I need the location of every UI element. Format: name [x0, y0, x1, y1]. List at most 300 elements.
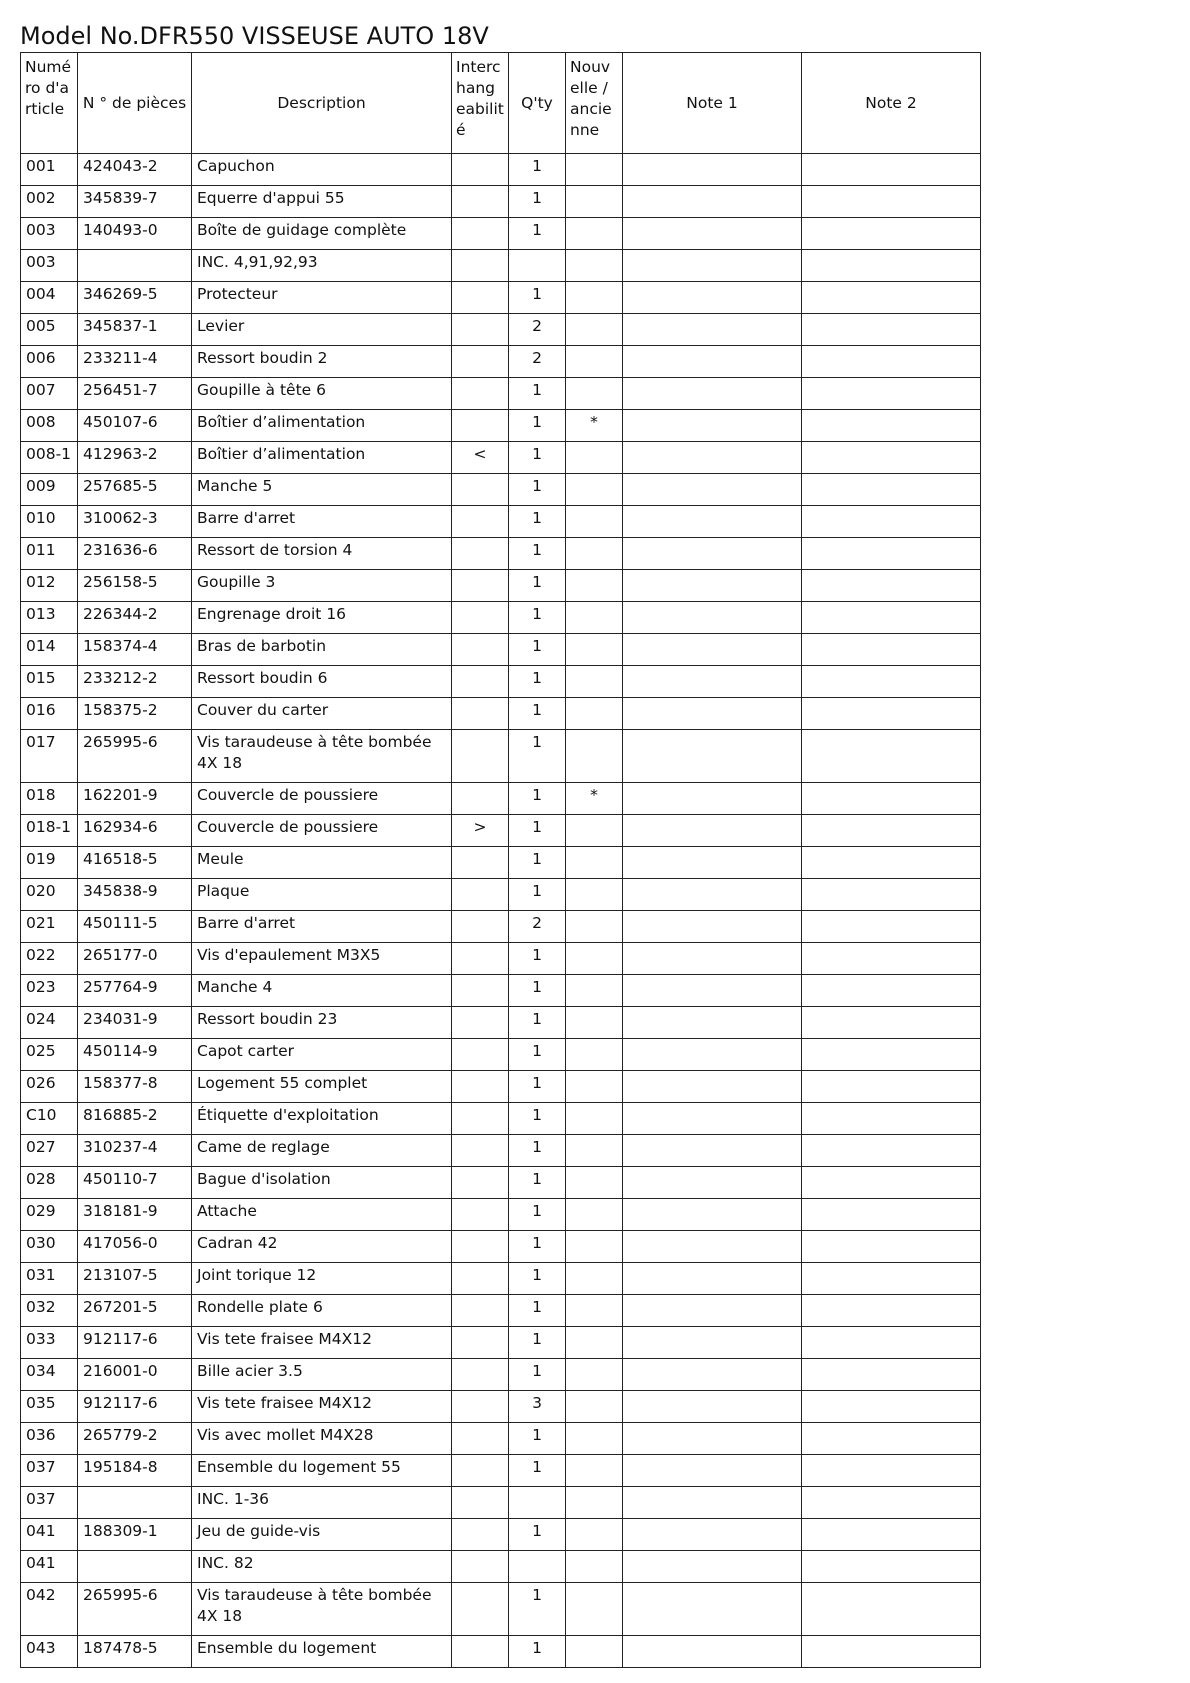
- table-row: [21, 410, 981, 442]
- cell-note2: [802, 1636, 981, 1668]
- cell-part-no: 216001-0: [78, 1359, 192, 1391]
- cell-qty: 1: [509, 570, 566, 602]
- cell-new-old: [566, 879, 623, 911]
- cell-part-no: 187478-5: [78, 1636, 192, 1668]
- cell-note2: [802, 378, 981, 410]
- cell-new-old: [566, 1071, 623, 1103]
- cell-part-no: 213107-5: [78, 1263, 192, 1295]
- cell-interchangeability: [452, 1199, 509, 1231]
- cell-note1: [623, 1007, 802, 1039]
- cell-part-no: 424043-2: [78, 154, 192, 186]
- cell-description: Cadran 42: [192, 1231, 452, 1263]
- cell-part-no: 265177-0: [78, 943, 192, 975]
- cell-new-old: [566, 1636, 623, 1668]
- cell-item-no: 017: [21, 730, 78, 783]
- cell-note2: [802, 346, 981, 378]
- table-row: [21, 1551, 981, 1583]
- cell-description: Capot carter: [192, 1039, 452, 1071]
- cell-new-old: *: [566, 410, 623, 442]
- cell-qty: 1: [509, 1583, 566, 1636]
- cell-note1: [623, 1135, 802, 1167]
- table-row: [21, 783, 981, 815]
- cell-interchangeability: [452, 218, 509, 250]
- cell-qty: 1: [509, 1636, 566, 1668]
- cell-part-no: 233212-2: [78, 666, 192, 698]
- cell-item-no: 026: [21, 1071, 78, 1103]
- header-description: Description: [192, 53, 452, 154]
- cell-interchangeability: >: [452, 815, 509, 847]
- cell-note1: [623, 410, 802, 442]
- cell-interchangeability: [452, 186, 509, 218]
- cell-item-no: 006: [21, 346, 78, 378]
- cell-new-old: [566, 634, 623, 666]
- table-row: [21, 1103, 981, 1135]
- cell-qty: 1: [509, 1519, 566, 1551]
- cell-note1: [623, 154, 802, 186]
- cell-description: Boîtier d’alimentation: [192, 410, 452, 442]
- cell-item-no: 037: [21, 1455, 78, 1487]
- cell-part-no: 231636-6: [78, 538, 192, 570]
- cell-qty: 1: [509, 506, 566, 538]
- cell-note1: [623, 1551, 802, 1583]
- cell-item-no: 021: [21, 911, 78, 943]
- cell-item-no: 005: [21, 314, 78, 346]
- cell-qty: 1: [509, 218, 566, 250]
- cell-note1: [623, 975, 802, 1007]
- cell-note2: [802, 1423, 981, 1455]
- cell-part-no: 265779-2: [78, 1423, 192, 1455]
- cell-new-old: [566, 1359, 623, 1391]
- table-row: [21, 506, 981, 538]
- cell-note1: [623, 314, 802, 346]
- cell-note2: [802, 698, 981, 730]
- cell-new-old: [566, 1199, 623, 1231]
- cell-note1: [623, 474, 802, 506]
- cell-qty: 1: [509, 1007, 566, 1039]
- cell-item-no: 029: [21, 1199, 78, 1231]
- cell-interchangeability: [452, 1071, 509, 1103]
- cell-qty: 1: [509, 1231, 566, 1263]
- cell-new-old: [566, 1487, 623, 1519]
- cell-part-no: 450110-7: [78, 1167, 192, 1199]
- cell-qty: 1: [509, 666, 566, 698]
- cell-interchangeability: [452, 730, 509, 783]
- cell-part-no: 450114-9: [78, 1039, 192, 1071]
- table-row: [21, 634, 981, 666]
- cell-qty: 1: [509, 1199, 566, 1231]
- cell-note2: [802, 879, 981, 911]
- cell-new-old: [566, 570, 623, 602]
- cell-new-old: [566, 698, 623, 730]
- cell-qty: [509, 1551, 566, 1583]
- cell-qty: 2: [509, 911, 566, 943]
- cell-description: Levier: [192, 314, 452, 346]
- cell-description: Vis avec mollet M4X28: [192, 1423, 452, 1455]
- cell-part-no: 158377-8: [78, 1071, 192, 1103]
- cell-part-no: 346269-5: [78, 282, 192, 314]
- cell-new-old: [566, 250, 623, 282]
- cell-note2: [802, 666, 981, 698]
- cell-item-no: 023: [21, 975, 78, 1007]
- cell-note2: [802, 847, 981, 879]
- cell-note1: [623, 815, 802, 847]
- cell-qty: 1: [509, 1135, 566, 1167]
- cell-item-no: 019: [21, 847, 78, 879]
- cell-note1: [623, 698, 802, 730]
- table-row: [21, 1263, 981, 1295]
- cell-note1: [623, 282, 802, 314]
- cell-new-old: [566, 1423, 623, 1455]
- cell-qty: 1: [509, 474, 566, 506]
- cell-interchangeability: [452, 474, 509, 506]
- cell-interchangeability: [452, 879, 509, 911]
- cell-interchangeability: [452, 666, 509, 698]
- cell-new-old: [566, 378, 623, 410]
- cell-note2: [802, 943, 981, 975]
- cell-item-no: 008-1: [21, 442, 78, 474]
- cell-qty: 1: [509, 1423, 566, 1455]
- cell-interchangeability: <: [452, 442, 509, 474]
- cell-interchangeability: [452, 506, 509, 538]
- table-row: [21, 975, 981, 1007]
- cell-part-no: 265995-6: [78, 1583, 192, 1636]
- cell-note1: [623, 538, 802, 570]
- cell-note2: [802, 570, 981, 602]
- cell-note2: [802, 442, 981, 474]
- cell-note2: [802, 730, 981, 783]
- cell-part-no: 162201-9: [78, 783, 192, 815]
- cell-interchangeability: [452, 943, 509, 975]
- table-row: [21, 1487, 981, 1519]
- cell-note1: [623, 1636, 802, 1668]
- cell-description: Boîte de guidage complète: [192, 218, 452, 250]
- cell-qty: 1: [509, 634, 566, 666]
- cell-new-old: [566, 666, 623, 698]
- cell-new-old: [566, 1103, 623, 1135]
- cell-new-old: [566, 943, 623, 975]
- cell-item-no: 015: [21, 666, 78, 698]
- cell-note2: [802, 1263, 981, 1295]
- cell-item-no: 037: [21, 1487, 78, 1519]
- cell-note1: [623, 783, 802, 815]
- cell-note1: [623, 634, 802, 666]
- cell-new-old: [566, 1327, 623, 1359]
- cell-description: Ressort boudin 6: [192, 666, 452, 698]
- cell-note2: [802, 911, 981, 943]
- cell-item-no: 008: [21, 410, 78, 442]
- cell-interchangeability: [452, 1039, 509, 1071]
- cell-qty: 1: [509, 1103, 566, 1135]
- cell-description: Ressort de torsion 4: [192, 538, 452, 570]
- cell-note1: [623, 943, 802, 975]
- cell-description: Bille acier 3.5: [192, 1359, 452, 1391]
- cell-new-old: [566, 218, 623, 250]
- cell-description: Protecteur: [192, 282, 452, 314]
- table-row: [21, 666, 981, 698]
- cell-note2: [802, 1231, 981, 1263]
- cell-part-no: 310062-3: [78, 506, 192, 538]
- cell-item-no: 010: [21, 506, 78, 538]
- cell-interchangeability: [452, 378, 509, 410]
- cell-note2: [802, 506, 981, 538]
- cell-new-old: [566, 1263, 623, 1295]
- cell-note2: [802, 1295, 981, 1327]
- table-row: [21, 442, 981, 474]
- cell-note2: [802, 783, 981, 815]
- cell-qty: 1: [509, 442, 566, 474]
- cell-description: Ensemble du logement 55: [192, 1455, 452, 1487]
- cell-item-no: 025: [21, 1039, 78, 1071]
- cell-part-no: 158375-2: [78, 698, 192, 730]
- table-row: [21, 1455, 981, 1487]
- cell-part-no: 912117-6: [78, 1391, 192, 1423]
- cell-note2: [802, 634, 981, 666]
- cell-note2: [802, 602, 981, 634]
- cell-description: INC. 82: [192, 1551, 452, 1583]
- table-row: [21, 378, 981, 410]
- cell-part-no: 256158-5: [78, 570, 192, 602]
- cell-note2: [802, 218, 981, 250]
- cell-interchangeability: [452, 1636, 509, 1668]
- table-row: [21, 1199, 981, 1231]
- cell-description: Attache: [192, 1199, 452, 1231]
- parts-table: [20, 52, 981, 1668]
- cell-item-no: 013: [21, 602, 78, 634]
- cell-item-no: 001: [21, 154, 78, 186]
- cell-description: Ensemble du logement: [192, 1636, 452, 1668]
- cell-interchangeability: [452, 1487, 509, 1519]
- cell-item-no: 007: [21, 378, 78, 410]
- cell-item-no: 030: [21, 1231, 78, 1263]
- header-new-old: Nouvelle / ancienne: [566, 53, 623, 154]
- cell-qty: 3: [509, 1391, 566, 1423]
- table-row: [21, 538, 981, 570]
- cell-note2: [802, 154, 981, 186]
- cell-new-old: [566, 730, 623, 783]
- cell-interchangeability: [452, 1583, 509, 1636]
- cell-part-no: 267201-5: [78, 1295, 192, 1327]
- cell-interchangeability: [452, 1263, 509, 1295]
- cell-interchangeability: [452, 154, 509, 186]
- cell-note2: [802, 1455, 981, 1487]
- cell-note2: [802, 314, 981, 346]
- cell-description: Couver du carter: [192, 698, 452, 730]
- table-row: [21, 911, 981, 943]
- cell-item-no: 012: [21, 570, 78, 602]
- cell-qty: 1: [509, 1295, 566, 1327]
- cell-part-no: 257764-9: [78, 975, 192, 1007]
- cell-interchangeability: [452, 698, 509, 730]
- cell-note1: [623, 1583, 802, 1636]
- cell-note2: [802, 1039, 981, 1071]
- cell-qty: 2: [509, 346, 566, 378]
- cell-qty: 1: [509, 943, 566, 975]
- cell-part-no: 188309-1: [78, 1519, 192, 1551]
- table-row: [21, 1583, 981, 1636]
- cell-note2: [802, 1167, 981, 1199]
- cell-interchangeability: [452, 1295, 509, 1327]
- cell-part-no: [78, 250, 192, 282]
- cell-note1: [623, 1071, 802, 1103]
- table-row: [21, 218, 981, 250]
- cell-note2: [802, 538, 981, 570]
- cell-part-no: 256451-7: [78, 378, 192, 410]
- cell-description: Vis d'epaulement M3X5: [192, 943, 452, 975]
- cell-item-no: 011: [21, 538, 78, 570]
- cell-qty: 1: [509, 1167, 566, 1199]
- cell-part-no: 195184-8: [78, 1455, 192, 1487]
- table-row: [21, 1135, 981, 1167]
- cell-new-old: [566, 1007, 623, 1039]
- table-row: [21, 847, 981, 879]
- cell-note2: [802, 815, 981, 847]
- cell-note1: [623, 186, 802, 218]
- cell-item-no: 041: [21, 1551, 78, 1583]
- cell-qty: 1: [509, 815, 566, 847]
- cell-interchangeability: [452, 570, 509, 602]
- cell-new-old: [566, 1551, 623, 1583]
- table-row: [21, 879, 981, 911]
- cell-note1: [623, 666, 802, 698]
- cell-interchangeability: [452, 1551, 509, 1583]
- table-row: [21, 1327, 981, 1359]
- cell-description: Vis taraudeuse à tête bombée 4X 18: [192, 1583, 452, 1636]
- cell-interchangeability: [452, 1423, 509, 1455]
- header-part-no: N ° de pièces: [78, 53, 192, 154]
- cell-note1: [623, 1327, 802, 1359]
- cell-new-old: [566, 186, 623, 218]
- cell-note2: [802, 1487, 981, 1519]
- cell-note2: [802, 186, 981, 218]
- cell-note2: [802, 1103, 981, 1135]
- cell-new-old: [566, 1391, 623, 1423]
- cell-description: Manche 5: [192, 474, 452, 506]
- cell-note1: [623, 218, 802, 250]
- cell-qty: 1: [509, 1327, 566, 1359]
- table-row: [21, 154, 981, 186]
- cell-new-old: [566, 506, 623, 538]
- cell-part-no: [78, 1551, 192, 1583]
- cell-item-no: 024: [21, 1007, 78, 1039]
- cell-new-old: [566, 282, 623, 314]
- cell-note1: [623, 506, 802, 538]
- table-row: [21, 1423, 981, 1455]
- cell-item-no: 031: [21, 1263, 78, 1295]
- cell-item-no: 004: [21, 282, 78, 314]
- cell-qty: 1: [509, 975, 566, 1007]
- cell-item-no: 022: [21, 943, 78, 975]
- cell-description: Couvercle de poussiere: [192, 815, 452, 847]
- table-row: [21, 943, 981, 975]
- cell-part-no: 158374-4: [78, 634, 192, 666]
- cell-interchangeability: [452, 1103, 509, 1135]
- cell-item-no: 036: [21, 1423, 78, 1455]
- cell-interchangeability: [452, 1519, 509, 1551]
- cell-new-old: [566, 602, 623, 634]
- cell-item-no: 041: [21, 1519, 78, 1551]
- cell-qty: 1: [509, 154, 566, 186]
- cell-part-no: 318181-9: [78, 1199, 192, 1231]
- cell-note1: [623, 1263, 802, 1295]
- cell-item-no: 018: [21, 783, 78, 815]
- cell-new-old: [566, 1519, 623, 1551]
- cell-description: Joint torique 12: [192, 1263, 452, 1295]
- table-header-row: [21, 53, 981, 154]
- cell-note1: [623, 442, 802, 474]
- cell-description: Boîtier d’alimentation: [192, 442, 452, 474]
- cell-description: Engrenage droit 16: [192, 602, 452, 634]
- cell-interchangeability: [452, 314, 509, 346]
- cell-note1: [623, 1519, 802, 1551]
- cell-part-no: 265995-6: [78, 730, 192, 783]
- table-row: [21, 1295, 981, 1327]
- cell-description: Barre d'arret: [192, 506, 452, 538]
- cell-qty: 1: [509, 378, 566, 410]
- cell-description: Plaque: [192, 879, 452, 911]
- cell-interchangeability: [452, 1167, 509, 1199]
- header-note2: Note 2: [802, 53, 981, 154]
- cell-qty: 1: [509, 847, 566, 879]
- cell-new-old: [566, 975, 623, 1007]
- cell-new-old: [566, 1167, 623, 1199]
- cell-part-no: 310237-4: [78, 1135, 192, 1167]
- cell-part-no: 416518-5: [78, 847, 192, 879]
- cell-description: Étiquette d'exploitation: [192, 1103, 452, 1135]
- cell-interchangeability: [452, 1391, 509, 1423]
- cell-part-no: 412963-2: [78, 442, 192, 474]
- table-row: [21, 186, 981, 218]
- cell-description: Equerre d'appui 55: [192, 186, 452, 218]
- cell-note1: [623, 1359, 802, 1391]
- table-row: [21, 474, 981, 506]
- cell-item-no: 003: [21, 250, 78, 282]
- cell-interchangeability: [452, 1007, 509, 1039]
- table-row: [21, 1391, 981, 1423]
- cell-item-no: 032: [21, 1295, 78, 1327]
- cell-note2: [802, 1519, 981, 1551]
- cell-note2: [802, 410, 981, 442]
- cell-interchangeability: [452, 250, 509, 282]
- cell-item-no: 042: [21, 1583, 78, 1636]
- cell-note2: [802, 1327, 981, 1359]
- cell-item-no: 043: [21, 1636, 78, 1668]
- cell-part-no: 345838-9: [78, 879, 192, 911]
- cell-new-old: [566, 474, 623, 506]
- table-row: [21, 1071, 981, 1103]
- cell-new-old: [566, 346, 623, 378]
- cell-note2: [802, 1391, 981, 1423]
- cell-note1: [623, 879, 802, 911]
- cell-part-no: 162934-6: [78, 815, 192, 847]
- cell-item-no: 014: [21, 634, 78, 666]
- cell-part-no: 345839-7: [78, 186, 192, 218]
- page-title: Model No.DFR550 VISSEUSE AUTO 18V: [20, 22, 489, 50]
- cell-new-old: [566, 1039, 623, 1071]
- cell-description: Couvercle de poussiere: [192, 783, 452, 815]
- cell-interchangeability: [452, 282, 509, 314]
- cell-interchangeability: [452, 911, 509, 943]
- cell-item-no: 027: [21, 1135, 78, 1167]
- cell-description: Capuchon: [192, 154, 452, 186]
- cell-description: Logement 55 complet: [192, 1071, 452, 1103]
- table-row: [21, 1519, 981, 1551]
- cell-note2: [802, 1071, 981, 1103]
- cell-qty: [509, 250, 566, 282]
- cell-note2: [802, 282, 981, 314]
- table-row: [21, 602, 981, 634]
- cell-description: INC. 4,91,92,93: [192, 250, 452, 282]
- cell-description: Ressort boudin 2: [192, 346, 452, 378]
